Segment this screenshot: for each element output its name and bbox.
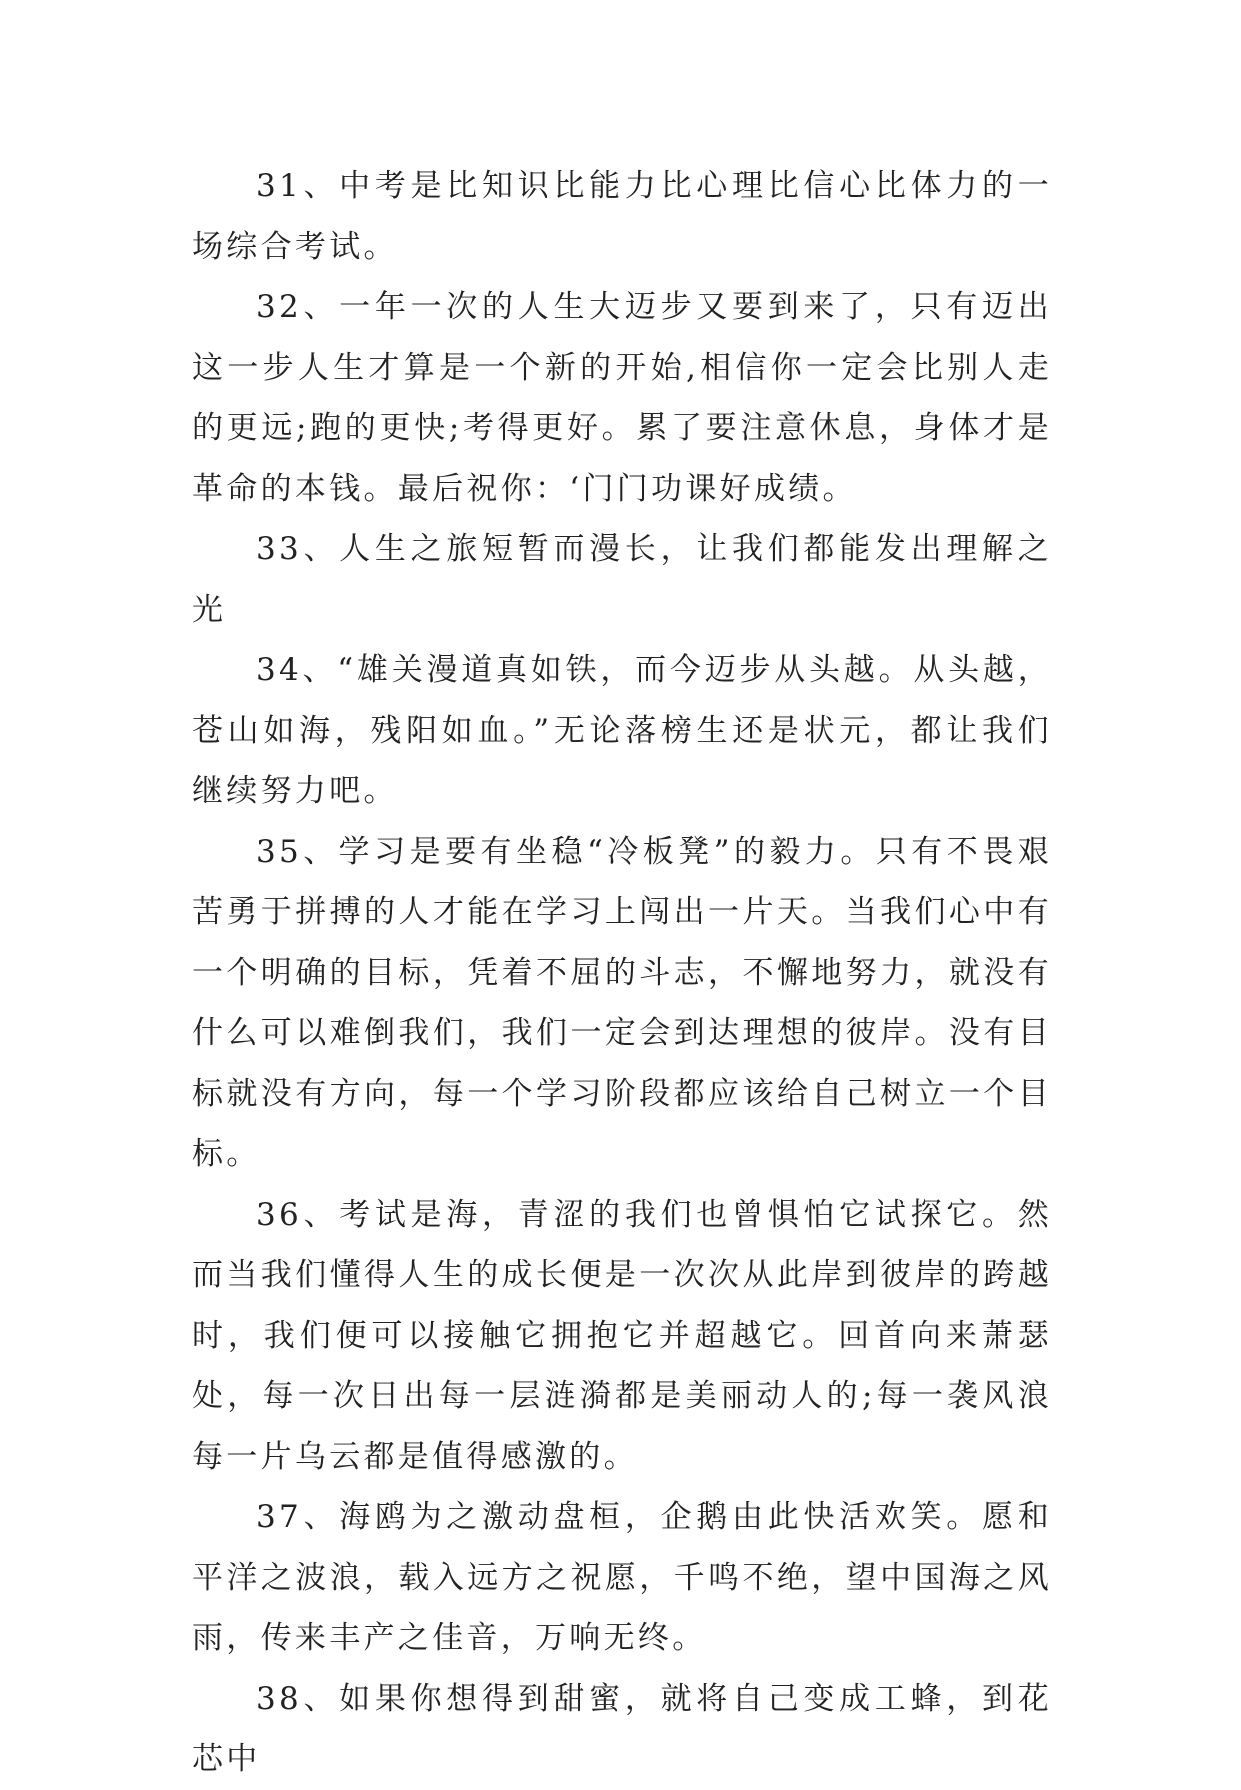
paragraph-33: 33、人生之旅短暂而漫长，让我们都能发出理解之光 — [192, 531, 1052, 628]
document-body — [192, 156, 1052, 1790]
paragraph-36: 36、考试是海，青涩的我们也曾惧怕它试探它。然而当我们懂得人生的成长便是一次次从此岸到彼岸的跨越时，我们便可以接触它拥抱它并超越它。回首向来萧瑟处，每一次日出每一层涟漪都是美丽动人的;每一袭风浪每一片乌云都是值得感激的。 — [192, 1196, 1052, 1475]
paragraph-34: 34、“雄关漫道真如铁，而今迈步从头越。从头越，苍山如海，残阳如血。”无论落榜生还是状元，都让我们继续努力吧。 — [192, 652, 1052, 809]
paragraph-35: 35、学习是要有坐稳“冷板凳”的毅力。只有不畏艰苦勇于拼搏的人才能在学习上闯出一片天。当我们心中有一个明确的目标，凭着不屈的斗志，不懈地努力，就没有什么可以难倒我们，我们一定会到达理想的彼岸。没有目标就没有方向，每一个学习阶段都应该给自己树立一个目标。 — [192, 833, 1052, 1172]
paragraph-31: 31、中考是比知识比能力比心理比信心比体力的一场综合考试。 — [192, 168, 1052, 265]
paragraph-32: 32、一年一次的人生大迈步又要到来了，只有迈出这一步人生才算是一个新的开始,相信你一定会比别人走的更远;跑的更快;考得更好。累了要注意休息，身体才是革命的本钱。最后祝你：‘门门功课好成绩。 — [192, 289, 1052, 507]
paragraph-37: 37、海鸥为之激动盘桓，企鹅由此快活欢笑。愿和平洋之波浪，载入远方之祝愿，千鸣不绝，望中国海之风雨，传来丰产之佳音，万响无终。 — [192, 1499, 1052, 1656]
paragraph-38: 38、如果你想得到甜蜜，就将自己变成工蜂，到花芯中 — [192, 1680, 1052, 1777]
